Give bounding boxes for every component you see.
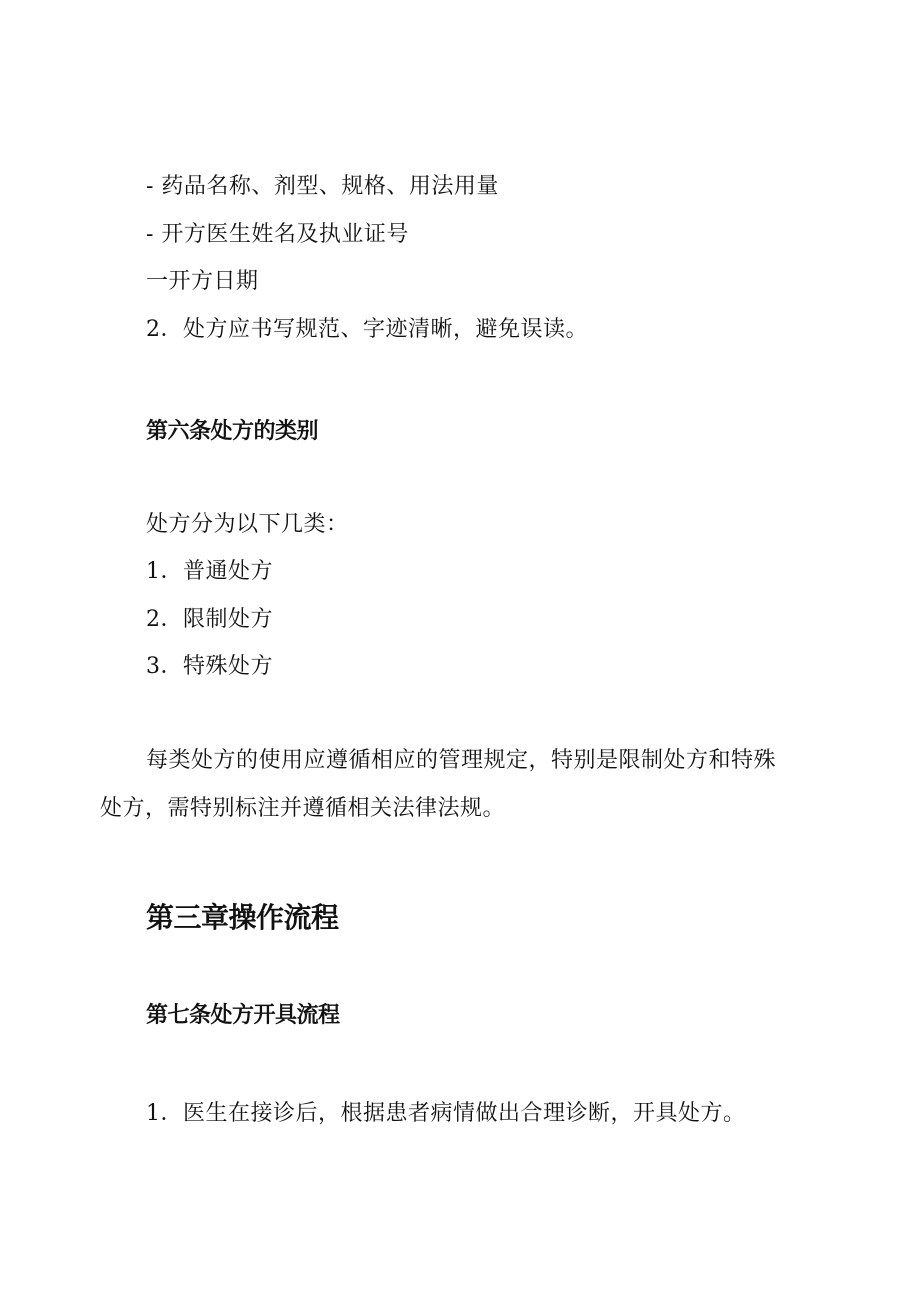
article6-intro: 处方分为以下几类： <box>146 512 349 537</box>
article6-item-special: 3．特殊处方 <box>146 654 273 679</box>
list-item-drug-info: - 药品名称、剂型、规格、用法用量 <box>146 174 499 199</box>
list-item-date: 一开方日期 <box>146 269 259 294</box>
list-item-writing-standard: 2．处方应书写规范、字迹清晰，避免误读。 <box>146 317 588 342</box>
article6-item-normal: 1．普通处方 <box>146 559 273 584</box>
article6-item-restricted: 2．限制处方 <box>146 607 273 632</box>
chapter3-heading: 第三章操作流程 <box>146 901 339 934</box>
article6-heading: 第六条处方的类别 <box>146 419 319 444</box>
article6-paragraph-line2: 处方，需特别标注并遵循相关法律法规。 <box>100 796 506 821</box>
list-item-doctor-info: - 开方医生姓名及执业证号 <box>146 222 409 247</box>
article7-item1: 1．医生在接诊后，根据患者病情做出合理诊断，开具处方。 <box>146 1101 746 1126</box>
article7-heading: 第七条处方开具流程 <box>146 1003 340 1028</box>
article6-paragraph-line1: 每类处方的使用应遵循相应的管理规定，特别是限制处方和特殊 <box>146 748 777 773</box>
